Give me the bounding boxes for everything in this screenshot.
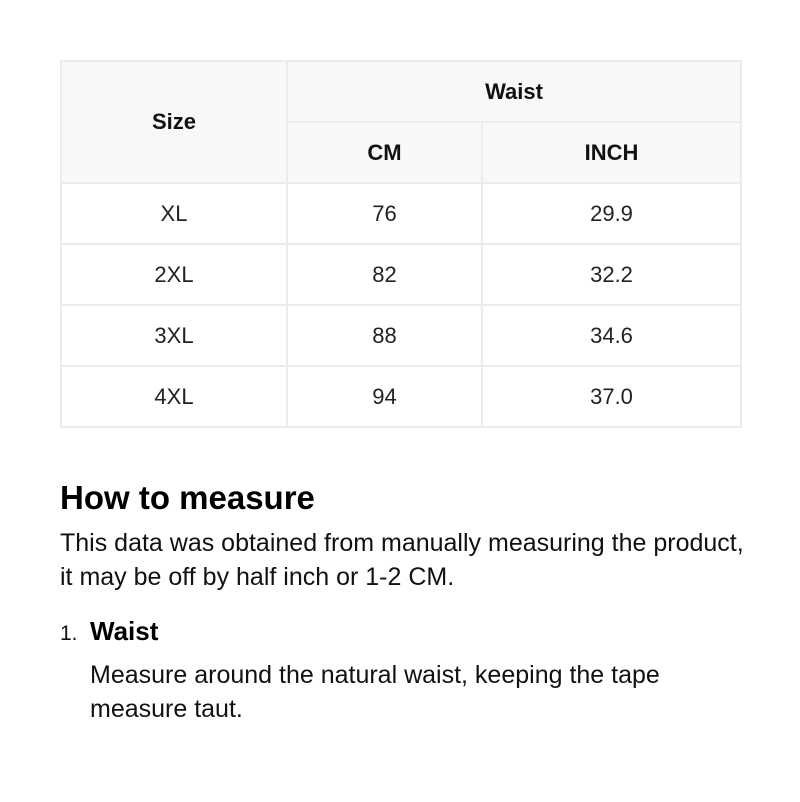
cm-cell: 82 — [287, 244, 482, 305]
table-row — [61, 366, 741, 427]
table-row — [61, 183, 741, 244]
section-intro: This data was obtained from manually measuring the product, it may be off by half inch or 1-2 CM. — [60, 529, 744, 591]
size-column-header: Size — [61, 61, 287, 183]
inch-cell: 29.9 — [482, 183, 741, 244]
size-cell: 4XL — [61, 366, 287, 427]
size-cell: XL — [61, 183, 287, 244]
cm-cell: 88 — [287, 305, 482, 366]
inch-cell: 32.2 — [482, 244, 741, 305]
table-row — [61, 305, 741, 366]
size-chart-body — [61, 183, 741, 427]
waist-group-header: Waist — [287, 61, 741, 122]
cm-cell: 94 — [287, 366, 482, 427]
table-row — [61, 244, 741, 305]
size-chart-header — [61, 61, 741, 183]
step-description: Measure around the natural waist, keeping the tape measure taut. — [90, 661, 660, 723]
inch-cell: 37.0 — [482, 366, 741, 427]
inch-column-header: INCH — [482, 122, 741, 183]
size-chart-table — [60, 60, 742, 428]
step-number: 1. — [60, 622, 78, 645]
how-to-measure-section — [60, 476, 760, 726]
step-title: Waist — [90, 616, 159, 646]
header-row-group — [61, 61, 741, 122]
cm-column-header: CM — [287, 122, 482, 183]
inch-cell: 34.6 — [482, 305, 741, 366]
list-item — [60, 614, 760, 726]
measure-steps-list — [60, 614, 760, 726]
cm-cell: 76 — [287, 183, 482, 244]
section-title: How to measure — [60, 479, 315, 516]
size-cell: 3XL — [61, 305, 287, 366]
size-cell: 2XL — [61, 244, 287, 305]
